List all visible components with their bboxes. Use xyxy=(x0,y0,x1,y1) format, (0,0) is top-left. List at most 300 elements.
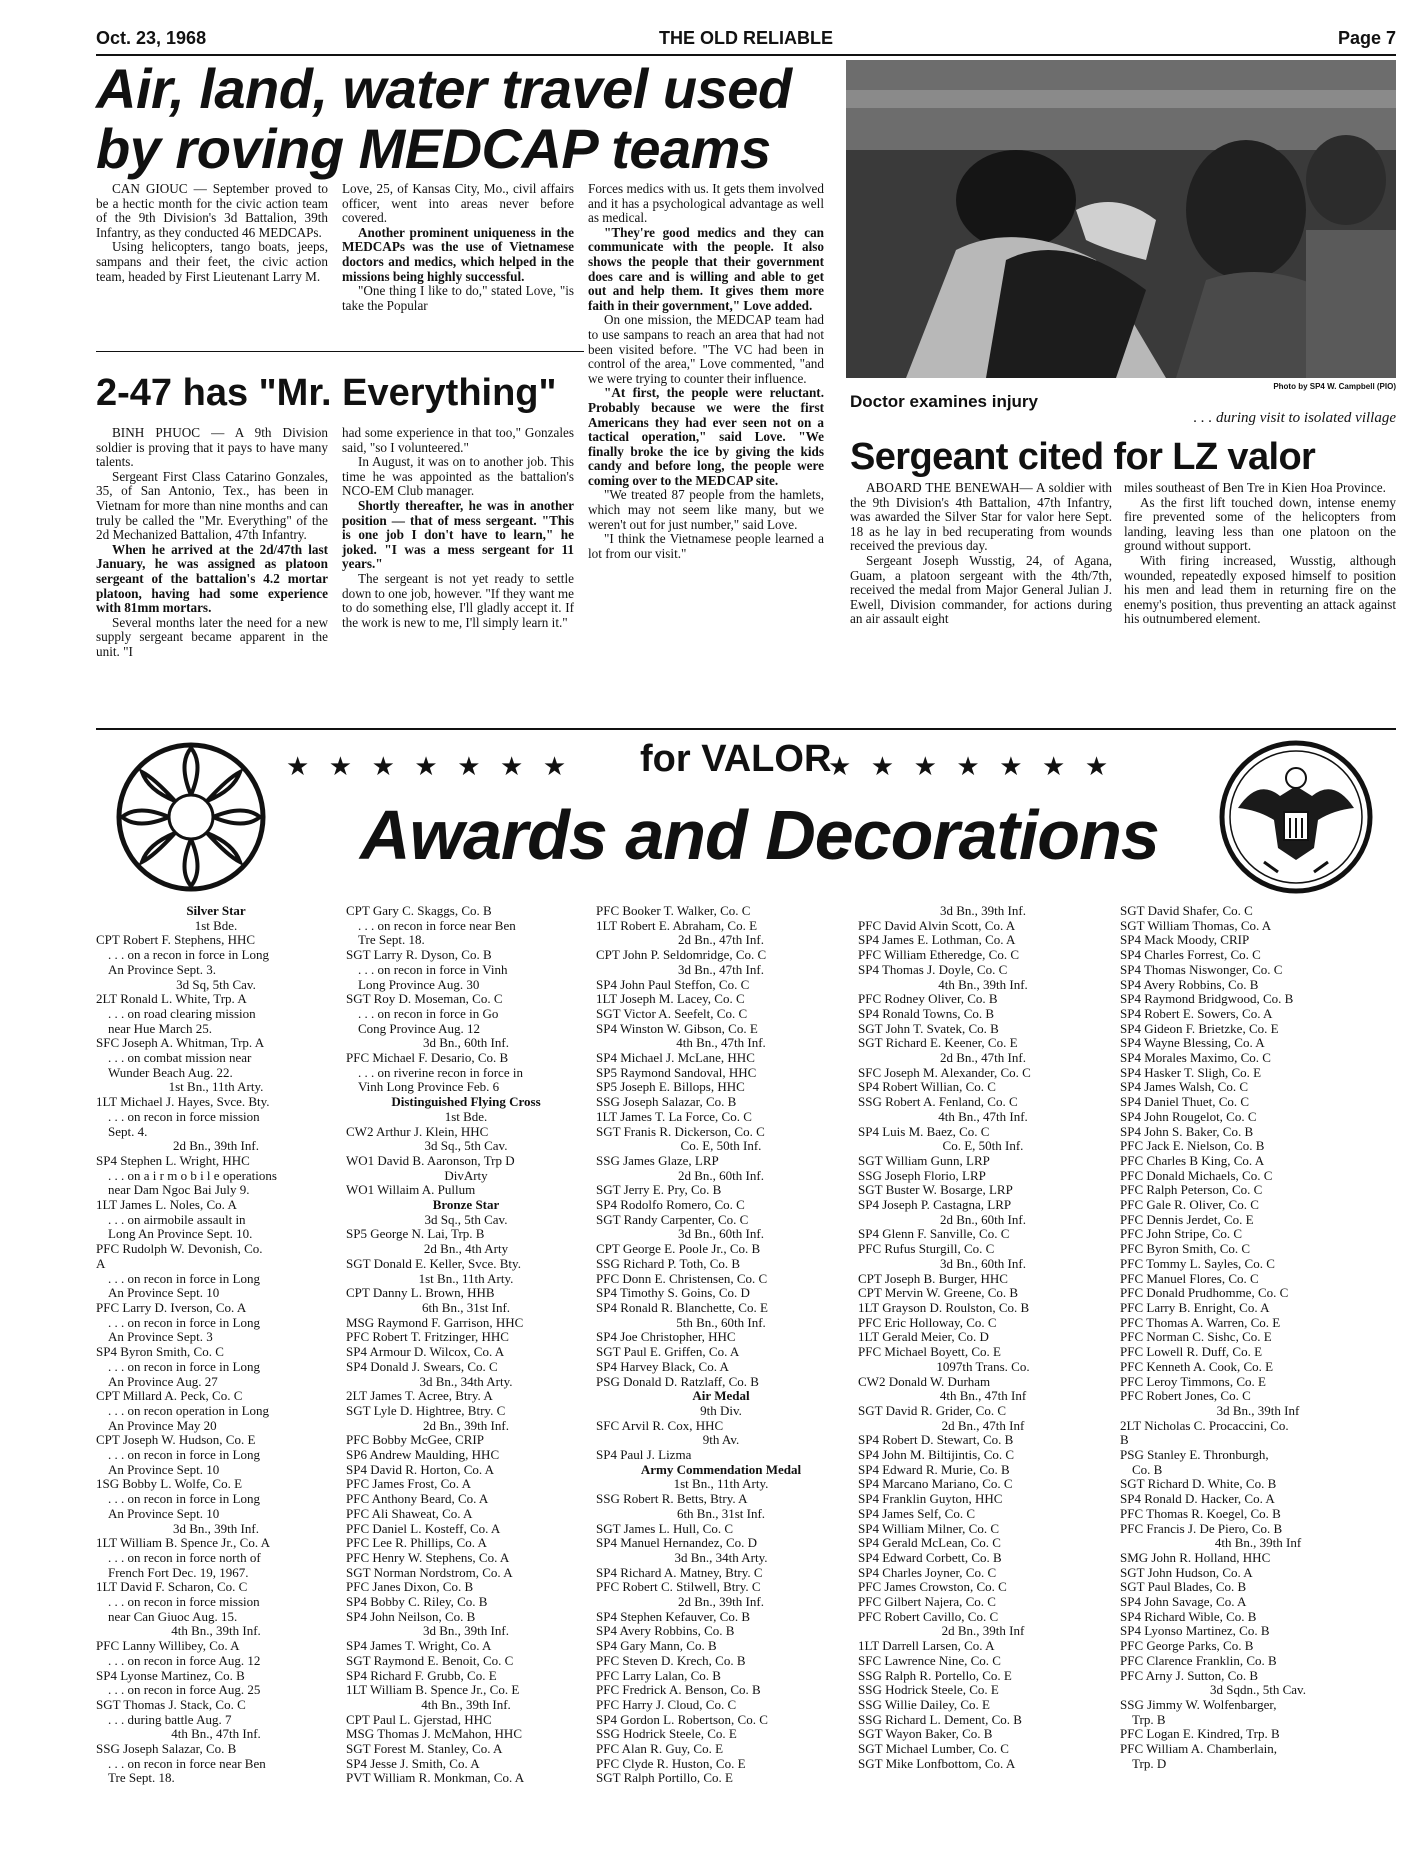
paragraph: Sergeant First Class Catarino Gonzales, 35, of San Antonio, Tex., has been in Vietnam for more than nine months and can truly be called the "Mr. Everything" of the 2d Mechanized Battalion, 47th Infantry. xyxy=(96,468,328,543)
unit-heading: 4th Bn., 39th Inf. xyxy=(171,1624,261,1639)
awards-column-1 xyxy=(96,904,336,1786)
award-entry: SSG Ralph R. Portello, Co. E xyxy=(858,1668,1012,1683)
unit-heading: 5th Bn., 60th Inf. xyxy=(676,1315,766,1330)
award-entry: WO1 Willaim A. Pullum xyxy=(346,1183,476,1198)
unit-heading: 2d Bn., 60th Inf. xyxy=(678,1168,764,1183)
paragraph: CAN GIOUC — September proved to be a hectic month for the civic action team of the 9th Division's 3d Battalion, 39th Infantry, as they conducted 46 MEDCAPs. xyxy=(96,181,328,240)
award-entry: SGT Michael Lumber, Co. C xyxy=(858,1742,1009,1757)
unit-heading: 2d Bn., 47th Inf. xyxy=(940,1051,1026,1066)
award-entry: An Province Sept. 10 xyxy=(108,1286,220,1301)
award-entry: 2LT James T. Acree, Btry. A xyxy=(346,1389,493,1404)
paragraph: Using helicopters, tango boats, jeeps, sampans and their feet, the civic action team, headed by First Lieutenant Larry M. xyxy=(96,239,328,284)
award-entry: . . . on recon in force in Long xyxy=(108,1492,260,1507)
award-entry: SGT Forest M. Stanley, Co. A xyxy=(346,1742,503,1757)
page-header xyxy=(96,28,1396,54)
star-row-left: ★ ★ ★ ★ ★ ★ ★ xyxy=(286,752,567,781)
award-entry: PFC Rufus Sturgill, Co. C xyxy=(858,1242,995,1257)
award-entry: SSG James Glaze, LRP xyxy=(596,1153,719,1168)
ninth-division-insignia-icon xyxy=(114,734,268,900)
award-entry: . . . on recon in force north of xyxy=(108,1550,261,1565)
award-entry: SP5 Raymond Sandoval, HHC xyxy=(596,1065,757,1080)
awards-column-5 xyxy=(1120,904,1396,1771)
unit-heading: 3d Bn., 39th Inf. xyxy=(173,1521,259,1536)
award-entry: Long Province Aug. 30 xyxy=(358,977,480,992)
award-entry: SSG Joseph Florio, LRP xyxy=(858,1168,986,1183)
paragraph: miles southeast of Ben Tre in Kien Hoa Province. xyxy=(1124,480,1386,495)
award-entry: PSG Donald D. Ratzlaff, Co. B xyxy=(596,1374,759,1389)
award-entry: PFC Fredrick A. Benson, Co. B xyxy=(596,1683,761,1698)
award-entry: SSG Hodrick Steele, Co. E xyxy=(596,1727,737,1742)
award-entry: An Province Aug. 27 xyxy=(108,1374,218,1389)
award-entry: CPT Robert F. Stephens, HHC xyxy=(96,933,256,948)
award-entry: SSG Hodrick Steele, Co. E xyxy=(858,1683,999,1698)
award-entry: PFC Thomas A. Warren, Co. E xyxy=(1120,1315,1281,1330)
award-entry: SP4 Robert E. Sowers, Co. A xyxy=(1120,1006,1273,1021)
award-entry: SP4 Wayne Blessing, Co. A xyxy=(1120,1036,1265,1051)
award-entry: SGT Paul Blades, Co. B xyxy=(1120,1580,1247,1595)
award-entry: SP4 Michael J. McLane, HHC xyxy=(596,1051,755,1066)
award-entry: A xyxy=(96,1256,106,1271)
award-entry: CW2 Donald W. Durham xyxy=(858,1374,991,1389)
lz-valor-column-1 xyxy=(850,481,1112,627)
award-entry: SP4 William Milner, Co. C xyxy=(858,1521,1000,1536)
award-entry: PFC Larry Lalan, Co. B xyxy=(596,1668,721,1683)
unit-heading: 2d Bn., 4th Arty xyxy=(423,1242,509,1257)
award-entry: PFC John Stripe, Co. C xyxy=(1120,1227,1243,1242)
medcap-column-3 xyxy=(588,182,824,561)
award-entry: SP4 Harvey Black, Co. A xyxy=(596,1359,729,1374)
award-entry: SP4 Ronald R. Blanchette, Co. E xyxy=(596,1300,768,1315)
award-entry: SSG Willie Dailey, Co. E xyxy=(858,1697,990,1712)
award-entry: SP4 Ronald D. Hacker, Co. A xyxy=(1120,1492,1275,1507)
unit-heading: 2d Bn., 39th Inf. xyxy=(678,1595,764,1610)
award-entry: SP4 John Neilson, Co. B xyxy=(346,1609,476,1624)
award-entry: PFC Eric Holloway, Co. C xyxy=(858,1315,997,1330)
headline-medcap-2: by roving MEDCAP teams xyxy=(96,117,771,180)
award-entry: SGT William Gunn, LRP xyxy=(858,1153,990,1168)
award-entry: SP4 Timothy S. Goins, Co. D xyxy=(596,1286,750,1301)
award-entry: 1LT David F. Scharon, Co. C xyxy=(96,1580,248,1595)
award-entry: SGT Richard D. White, Co. B xyxy=(1120,1477,1277,1492)
paragraph: The sergeant is not yet ready to settle down to one job, however. "If they want me to do something else, I'll gladly accept it. If the work is new to me, I'll simply learn it." xyxy=(342,570,574,630)
award-entry: CPT Gary C. Skaggs, Co. B xyxy=(346,904,492,918)
award-entry: . . . on recon in force near Ben xyxy=(108,1756,266,1771)
award-entry: CPT Joseph B. Burger, HHC xyxy=(858,1271,1008,1286)
award-entry: 1LT William B. Spence Jr., Co. E xyxy=(346,1683,520,1698)
award-entry: PFC Leroy Timmons, Co. E xyxy=(1120,1374,1266,1389)
unit-heading: 3d Sq., 5th Cav. xyxy=(424,1139,508,1154)
award-entry: PFC Daniel L. Kosteff, Co. A xyxy=(346,1521,501,1536)
award-entry: SP4 John Paul Steffon, Co. C xyxy=(596,977,750,992)
award-entry: SSG Jimmy W. Wolfenbarger, xyxy=(1120,1697,1277,1712)
award-entry: SP4 John M. Biltijintis, Co. C xyxy=(858,1448,1015,1463)
unit-heading: Co. E, 50th Inf. xyxy=(942,1139,1024,1154)
award-entry: . . . on recon in force in Long xyxy=(108,1271,260,1286)
award-entry: French Fort Dec. 19, 1967. xyxy=(108,1565,249,1580)
award-entry: SGT Larry R. Dyson, Co. B xyxy=(346,948,492,963)
award-entry: . . . on recon in force in Go xyxy=(358,1006,499,1021)
award-entry: SP4 Joseph P. Castagna, LRP xyxy=(858,1198,1012,1213)
award-entry: PFC Clarence Franklin, Co. B xyxy=(1120,1653,1277,1668)
unit-heading: 4th Bn., 47th Inf. xyxy=(171,1727,261,1742)
mr-everything-column-2 xyxy=(342,426,574,630)
award-heading: Army Commendation Medal xyxy=(640,1462,802,1477)
award-entry: SP4 David R. Horton, Co. A xyxy=(346,1462,495,1477)
unit-heading: 3d Sqdn., 5th Cav. xyxy=(1210,1683,1306,1698)
paragraph: had some experience in that too," Gonzales said, "so I volunteered." xyxy=(342,425,574,455)
unit-heading: 6th Bn., 31st Inf. xyxy=(421,1300,511,1315)
award-entry: Cong Province Aug. 12 xyxy=(358,1021,481,1036)
award-heading: Distinguished Flying Cross xyxy=(391,1095,541,1110)
award-entry: CPT Danny L. Brown, HHB xyxy=(346,1286,495,1301)
award-entry: SGT David Shafer, Co. C xyxy=(1120,904,1253,918)
award-entry: 2LT Ronald L. White, Trp. A xyxy=(96,992,247,1007)
award-entry: SP4 Mack Moody, CRIP xyxy=(1120,933,1250,948)
star-row-right: ★ ★ ★ ★ ★ ★ ★ xyxy=(828,752,1109,781)
award-entry: SSG Richard P. Toth, Co. B xyxy=(596,1256,741,1271)
award-entry: SP4 Charles Forrest, Co. C xyxy=(1120,948,1261,963)
award-entry: PFC Robert Cavillo, Co. C xyxy=(858,1609,999,1624)
award-entry: PFC Gilbert Najera, Co. C xyxy=(858,1595,996,1610)
award-entry: SSG Richard L. Dement, Co. B xyxy=(858,1712,1022,1727)
award-entry: . . . on recon in force in Long xyxy=(108,1448,260,1463)
award-entry: SP4 Hasker T. Sligh, Co. E xyxy=(1120,1065,1262,1080)
award-entry: SP4 John Rougelot, Co. C xyxy=(1120,1109,1257,1124)
award-entry: PFC Rodney Oliver, Co. B xyxy=(858,992,998,1007)
award-entry: PFC Charles B King, Co. A xyxy=(1120,1153,1265,1168)
award-heading: Bronze Star xyxy=(432,1198,500,1213)
award-entry: CPT Mervin W. Greene, Co. B xyxy=(858,1286,1019,1301)
award-entry: B xyxy=(1120,1433,1129,1448)
award-entry: CW2 Arthur J. Klein, HHC xyxy=(346,1124,489,1139)
unit-heading: 3d Sq., 5th Cav. xyxy=(424,1212,508,1227)
photo-caption-subtitle: . . . during visit to isolated village xyxy=(1193,410,1396,426)
award-entry: Wunder Beach Aug. 22. xyxy=(108,1065,233,1080)
paragraph: "We treated 87 people from the hamlets, which may not seem like many, but we weren't out for just number," said Love. xyxy=(588,487,824,532)
award-entry: . . . during battle Aug. 7 xyxy=(108,1712,232,1727)
award-entry: PFC Clyde R. Huston, Co. E xyxy=(596,1756,746,1771)
award-entry: Tre Sept. 18. xyxy=(108,1771,175,1786)
award-entry: Sept. 4. xyxy=(108,1124,148,1139)
story-divider xyxy=(96,351,584,352)
award-entry: PFC William A. Chamberlain, xyxy=(1120,1742,1278,1757)
award-entry: SP4 John Savage, Co. A xyxy=(1120,1595,1247,1610)
award-heading: Air Medal xyxy=(692,1389,750,1404)
award-entry: 1LT Gerald Meier, Co. D xyxy=(858,1330,989,1345)
award-entry: PFC Larry B. Enright, Co. A xyxy=(1120,1300,1270,1315)
award-entry: . . . on recon in force Aug. 25 xyxy=(108,1683,261,1698)
unit-heading: 2d Bn., 39th Inf. xyxy=(423,1418,509,1433)
award-entry: SP4 Morales Maximo, Co. C xyxy=(1120,1051,1271,1066)
award-entry: PFC David Alvin Scott, Co. A xyxy=(858,918,1016,933)
paragraph: When he arrived at the 2d/47th last January, he was assigned as platoon sergeant of the battalion's 4.2 mortar platoon, having had some experience with 81mm mortars. xyxy=(96,541,328,616)
paragraph: Another prominent uniqueness in the MEDCAPs was the use of Vietnamese doctors and medics, which helped in the missions being highly successful. xyxy=(342,224,574,284)
unit-heading: 3d Bn., 34th Arty. xyxy=(419,1374,513,1389)
paragraph: Several months later the need for a new supply sergeant became apparent in the unit. "I xyxy=(96,614,328,659)
paragraph: "At first, the people were reluctant. Probably because we were the first Americans they had ever seen not on a tactical operation," said Love. "We finally broke the ice by giving the kids candy and before long, the people were coming over to the MEDCAP site. xyxy=(588,385,824,488)
award-entry: MSG Thomas J. McMahon, HHC xyxy=(346,1727,522,1742)
award-entry: SP4 Ronald Towns, Co. B xyxy=(858,1006,995,1021)
award-entry: SP4 Daniel Thuet, Co. C xyxy=(1120,1095,1250,1110)
paragraph: Shortly thereafter, he was in another position — that of mess sergeant. "This is one job I don't have to learn," he joked. "I was a mess sergeant for 11 years." xyxy=(342,497,574,572)
award-entry: SP5 George N. Lai, Trp. B xyxy=(346,1227,485,1242)
award-entry: SGT John Hudson, Co. A xyxy=(1120,1565,1253,1580)
unit-heading: 2d Bn., 47th Inf xyxy=(941,1418,1025,1433)
award-entry: SP4 Thomas Niswonger, Co. C xyxy=(1120,962,1283,977)
page-number: Page 7 xyxy=(1337,28,1396,48)
unit-heading: 4th Bn., 39th Inf. xyxy=(421,1697,511,1712)
award-entry: MSG Raymond F. Garrison, HHC xyxy=(346,1315,524,1330)
award-entry: Co. B xyxy=(1132,1462,1163,1477)
unit-heading: 4th Bn., 47th Inf xyxy=(939,1389,1027,1404)
award-entry: SP4 Joe Christopher, HHC xyxy=(596,1330,736,1345)
paragraph: "I think the Vietnamese people learned a lot from our visit." xyxy=(588,531,824,561)
unit-heading: 1st Bn., 11th Arty. xyxy=(673,1477,769,1492)
award-entry: . . . on recon operation in Long xyxy=(108,1403,270,1418)
award-entry: . . . on riverine recon in force in xyxy=(358,1065,523,1080)
award-entry: CPT John P. Seldomridge, Co. C xyxy=(596,948,767,963)
award-entry: . . . on road clearing mission xyxy=(108,1006,256,1021)
award-entry: SP4 James E. Lothman, Co. A xyxy=(858,933,1016,948)
award-entry: PFC Alan R. Guy, Co. E xyxy=(596,1742,724,1757)
unit-heading: 3d Bn., 34th Arty. xyxy=(674,1550,768,1565)
award-entry: PFC Donald Prudhomme, Co. C xyxy=(1120,1286,1289,1301)
award-entry: SGT Wayon Baker, Co. B xyxy=(858,1727,993,1742)
award-entry: PFC Anthony Beard, Co. A xyxy=(346,1492,489,1507)
award-entry: near Hue March 25. xyxy=(108,1021,212,1036)
award-heading: Silver Star xyxy=(186,904,246,918)
award-entry: PFC Francis J. De Piero, Co. B xyxy=(1120,1521,1283,1536)
award-entry: SP4 Lyonso Martinez, Co. B xyxy=(1120,1624,1270,1639)
award-entry: PVT William R. Monkman, Co. A xyxy=(346,1771,525,1786)
award-entry: . . . on combat mission near xyxy=(108,1051,252,1066)
award-entry: PFC Janes Dixon, Co. B xyxy=(346,1580,474,1595)
award-entry: near Dam Ngoc Bai July 9. xyxy=(108,1183,250,1198)
award-entry: PFC Robert C. Stilwell, Btry. C xyxy=(596,1580,761,1595)
awards-column-4 xyxy=(858,904,1108,1771)
award-entry: SP4 James T. Wright, Co. A xyxy=(346,1639,492,1654)
award-entry: SP4 Raymond Bridgwood, Co. B xyxy=(1120,992,1294,1007)
award-entry: Tre Sept. 18. xyxy=(358,933,425,948)
award-entry: SP6 Andrew Maulding, HHC xyxy=(346,1448,500,1463)
issue-date: Oct. 23, 1968 xyxy=(96,28,207,48)
award-entry: SP4 Manuel Hernandez, Co. D xyxy=(596,1536,758,1551)
award-entry: PFC Donald Michaels, Co. C xyxy=(1120,1168,1273,1183)
award-entry: PFC Lanny Willibey, Co. A xyxy=(96,1639,240,1654)
award-entry: SP4 Gordon L. Robertson, Co. C xyxy=(596,1712,768,1727)
award-entry: CPT Paul L. Gjerstad, HHC xyxy=(346,1712,492,1727)
award-entry: SGT Franis R. Dickerson, Co. C xyxy=(596,1124,765,1139)
for-valor-heading: for VALOR xyxy=(640,738,832,780)
award-entry: SGT Raymond E. Benoit, Co. C xyxy=(346,1653,514,1668)
lz-valor-column-2 xyxy=(1124,481,1396,627)
paragraph: Love, 25, of Kansas City, Mo., civil affairs officer, went into areas never before covered. xyxy=(342,181,574,226)
award-entry: SP4 Richard Wible, Co. B xyxy=(1120,1609,1257,1624)
headline-lz-valor: Sergeant cited for LZ valor xyxy=(850,436,1316,478)
photo-image xyxy=(846,60,1396,378)
award-entry: PFC Byron Smith, Co. C xyxy=(1120,1242,1251,1257)
award-entry: SP4 Stephen L. Wright, HHC xyxy=(96,1153,250,1168)
award-entry: SP4 Paul J. Lizma xyxy=(596,1448,692,1463)
award-entry: . . . on recon in force near Ben xyxy=(358,918,516,933)
award-entry: . . . on recon in force mission xyxy=(108,1595,260,1610)
award-entry: . . . on airmobile assault in xyxy=(108,1212,246,1227)
paragraph: Forces medics with us. It gets them involved and it has a psychological advantage as well as medical. xyxy=(588,181,824,226)
great-seal-eagle-icon xyxy=(1218,738,1374,896)
unit-heading: 6th Bn., 31st Inf. xyxy=(676,1506,766,1521)
award-entry: PFC Manuel Flores, Co. C xyxy=(1120,1271,1259,1286)
paragraph: On one mission, the MEDCAP team had to use sampans to reach an area that had not been visited before. "The VC had been in control of the area," Love commented, "and we were trying to counter their influence. xyxy=(588,312,824,386)
mr-everything-column-1 xyxy=(96,426,328,660)
award-entry: PFC Michael Boyett, Co. E xyxy=(858,1345,1001,1360)
award-entry: Trp. D xyxy=(1132,1756,1167,1771)
award-entry: PFC Lee R. Phillips, Co. A xyxy=(346,1536,487,1551)
award-entry: An Province Sept. 3 xyxy=(108,1330,213,1345)
award-entry: SSG Robert R. Betts, Btry. A xyxy=(596,1492,748,1507)
award-entry: SGT Jerry E. Pry, Co. B xyxy=(596,1183,722,1198)
unit-heading: 3d Bn., 39th Inf. xyxy=(940,904,1026,918)
unit-heading: 1st Bn., 11th Arty. xyxy=(168,1080,264,1095)
award-entry: SGT William Thomas, Co. A xyxy=(1120,918,1272,933)
award-entry: PFC Ali Shaweat, Co. A xyxy=(346,1506,473,1521)
award-entry: SP4 Armour D. Wilcox, Co. A xyxy=(346,1345,505,1360)
award-entry: SGT Paul E. Griffen, Co. A xyxy=(596,1345,740,1360)
award-entry: SP4 Edward R. Murie, Co. B xyxy=(858,1462,1010,1477)
award-entry: SP4 Bobby C. Riley, Co. B xyxy=(346,1595,488,1610)
paragraph: "They're good medics and they can communicate with the people. It also shows the people that their government does care and is willing and able to get out and help them. It gives them more faith in their government," Love added. xyxy=(588,224,824,313)
award-entry: SP4 Byron Smith, Co. C xyxy=(96,1345,224,1360)
award-entry: PFC Gale R. Oliver, Co. C xyxy=(1120,1198,1259,1213)
unit-heading: 1st Bde. xyxy=(444,1109,488,1124)
headline-mr-everything: 2-47 has "Mr. Everything" xyxy=(96,372,557,414)
award-entry: SP5 Joseph E. Billops, HHC xyxy=(596,1080,745,1095)
unit-heading: 3d Bn., 47th Inf. xyxy=(678,962,764,977)
award-entry: SP4 Gary Mann, Co. B xyxy=(596,1639,717,1654)
award-entry: SGT Thomas J. Stack, Co. C xyxy=(96,1697,246,1712)
award-entry: PFC Bobby McGee, CRIP xyxy=(346,1433,484,1448)
paragraph: With firing increased, Wusstig, although wounded, repeatedly exposed himself to position his men and lead them in returning fire on the enemy's position, thus preventing an attack against his outnumbered element. xyxy=(1124,552,1396,627)
newspaper-name: THE OLD RELIABLE xyxy=(659,28,833,48)
award-entry: SFC Joseph M. Alexander, Co. C xyxy=(858,1065,1031,1080)
award-entry: CPT George E. Poole Jr., Co. B xyxy=(596,1242,761,1257)
award-entry: SP4 Thomas J. Doyle, Co. C xyxy=(858,962,1008,977)
award-entry: SSG Joseph Salazar, Co. B xyxy=(96,1742,237,1757)
award-entry: PFC Dennis Jerdet, Co. E xyxy=(1120,1212,1254,1227)
award-entry: 1SG Bobby L. Wolfe, Co. E xyxy=(96,1477,243,1492)
unit-heading: 3d Bn., 60th Inf. xyxy=(940,1256,1026,1271)
award-entry: . . . on a recon in force in Long xyxy=(108,948,270,963)
award-entry: SSG Joseph Salazar, Co. B xyxy=(596,1095,737,1110)
award-entry: An Province Sept. 3. xyxy=(108,962,216,977)
paragraph: "One thing I like to do," stated Love, "is take the Popular xyxy=(342,283,574,313)
award-entry: SP4 Avery Robbins, Co. B xyxy=(1120,977,1259,992)
award-entry: SGT David R. Grider, Co. C xyxy=(858,1403,1007,1418)
paragraph: BINH PHUOC — A 9th Division soldier is proving that it pays to have many talents. xyxy=(96,425,328,470)
award-entry: SP4 James Walsh, Co. C xyxy=(1120,1080,1249,1095)
unit-heading: 2d Bn., 39th Inf. xyxy=(173,1139,259,1154)
award-entry: SP4 Donald J. Swears, Co. C xyxy=(346,1359,498,1374)
award-entry: An Province May 20 xyxy=(108,1418,217,1433)
award-entry: PFC Thomas R. Koegel, Co. B xyxy=(1120,1506,1281,1521)
award-entry: SP4 Richard A. Matney, Btry. C xyxy=(596,1565,763,1580)
award-entry: SP4 Marcano Mariano, Co. C xyxy=(858,1477,1013,1492)
awards-column-3 xyxy=(596,904,846,1786)
award-entry: SP4 Rodolfo Romero, Co. C xyxy=(596,1198,745,1213)
award-entry: SP4 Gideon F. Brietzke, Co. E xyxy=(1120,1021,1279,1036)
award-entry: SFC Lawrence Nine, Co. C xyxy=(858,1653,1001,1668)
award-entry: 1LT Robert E. Abraham, Co. E xyxy=(596,918,758,933)
award-entry: SFC Arvil R. Cox, HHC xyxy=(596,1418,724,1433)
award-entry: . . . on recon in force mission xyxy=(108,1109,260,1124)
unit-heading: 9th Div. xyxy=(700,1403,742,1418)
award-entry: An Province Sept. 10 xyxy=(108,1462,220,1477)
award-entry: 2LT Nicholas C. Procaccini, Co. xyxy=(1120,1418,1289,1433)
unit-heading: 4th Bn., 47th Inf. xyxy=(938,1109,1028,1124)
award-entry: SGT Mike Lonfbottom, Co. A xyxy=(858,1756,1016,1771)
unit-heading: 4th Bn., 39th Inf xyxy=(1214,1536,1302,1551)
award-entry: PFC Kenneth A. Cook, Co. E xyxy=(1120,1359,1274,1374)
unit-heading: 3d Bn., 60th Inf. xyxy=(678,1227,764,1242)
award-entry: PFC Norman C. Sishc, Co. E xyxy=(1120,1330,1272,1345)
award-entry: PFC Logan E. Kindred, Trp. B xyxy=(1120,1727,1280,1742)
award-entry: PFC Michael F. Desario, Co. B xyxy=(346,1051,509,1066)
award-entry: SGT Randy Carpenter, Co. C xyxy=(596,1212,749,1227)
award-entry: 1LT Darrell Larsen, Co. A xyxy=(858,1639,995,1654)
award-entry: SP4 Richard F. Grubb, Co. E xyxy=(346,1668,497,1683)
medcap-column-2 xyxy=(342,182,574,313)
award-entry: SGT Donald E. Keller, Svce. Bty. xyxy=(346,1256,521,1271)
paragraph: As the first lift touched down, intense enemy fire prevented some of the helicopters from landing, leaving less than one platoon on the ground without support. xyxy=(1124,494,1396,554)
award-entry: SSG Robert A. Fenland, Co. C xyxy=(858,1095,1018,1110)
photo-credit: Photo by SP4 W. Campbell (PIO) xyxy=(1273,382,1396,391)
award-entry: SP4 Edward Corbett, Co. B xyxy=(858,1550,1002,1565)
award-entry: PFC Tommy L. Sayles, Co. C xyxy=(1120,1256,1275,1271)
award-entry: PFC Henry W. Stephens, Co. A xyxy=(346,1550,510,1565)
award-entry: 1LT Michael J. Hayes, Svce. Bty. xyxy=(96,1095,270,1110)
headline-medcap-1: Air, land, water travel used xyxy=(96,57,792,120)
paragraph: Sergeant Joseph Wusstig, 24, of Agana, Guam, a platoon sergeant with the 4th/7th, received the medal from Major General Julian J. Ewell, Division commander, for actions during an air assault eight xyxy=(850,552,1112,627)
award-entry: PFC Robert Jones, Co. C xyxy=(1120,1389,1251,1404)
award-entry: SGT Richard E. Keener, Co. E xyxy=(858,1036,1018,1051)
unit-heading: 3d Bn., 39th Inf. xyxy=(423,1624,509,1639)
award-entry: SP4 Luis M. Baez, Co. C xyxy=(858,1124,990,1139)
award-entry: Trp. B xyxy=(1132,1712,1166,1727)
award-entry: SP4 Stephen Kefauver, Co. B xyxy=(596,1609,751,1624)
award-entry: An Province Sept. 10 xyxy=(108,1506,220,1521)
award-entry: SP4 Winston W. Gibson, Co. E xyxy=(596,1021,758,1036)
award-entry: PFC Lowell R. Duff, Co. E xyxy=(1120,1345,1263,1360)
unit-heading: 1st Bn., 11th Arty. xyxy=(418,1271,514,1286)
award-entry: 1LT James T. La Force, Co. C xyxy=(596,1109,752,1124)
award-entry: PFC Larry D. Iverson, Co. A xyxy=(96,1300,247,1315)
award-entry: 1LT Grayson D. Roulston, Co. B xyxy=(858,1300,1030,1315)
award-entry: SGT Norman Nordstrom, Co. A xyxy=(346,1565,513,1580)
award-entry: PFC Rudolph W. Devonish, Co. xyxy=(96,1242,263,1257)
award-entry: SGT John T. Svatek, Co. B xyxy=(858,1021,999,1036)
unit-heading: 3d Sq, 5th Cav. xyxy=(176,977,256,992)
award-entry: PFC Booker T. Walker, Co. C xyxy=(596,904,751,918)
unit-heading: 3d Bn., 60th Inf. xyxy=(423,1036,509,1051)
award-entry: 1LT Joseph M. Lacey, Co. C xyxy=(596,992,745,1007)
award-entry: SP4 Gerald McLean, Co. C xyxy=(858,1536,1001,1551)
award-entry: SP4 Lyonse Martinez, Co. B xyxy=(96,1668,245,1683)
award-entry: PSG Stanley E. Thronburgh, xyxy=(1120,1448,1269,1463)
unit-heading: 2d Bn., 39th Inf xyxy=(941,1624,1025,1639)
award-entry: SP4 Franklin Guyton, HHC xyxy=(858,1492,1003,1507)
award-entry: SGT Victor A. Seefelt, Co. C xyxy=(596,1006,748,1021)
award-entry: PFC George Parks, Co. B xyxy=(1120,1639,1254,1654)
award-entry: PFC Harry J. Cloud, Co. C xyxy=(596,1697,737,1712)
